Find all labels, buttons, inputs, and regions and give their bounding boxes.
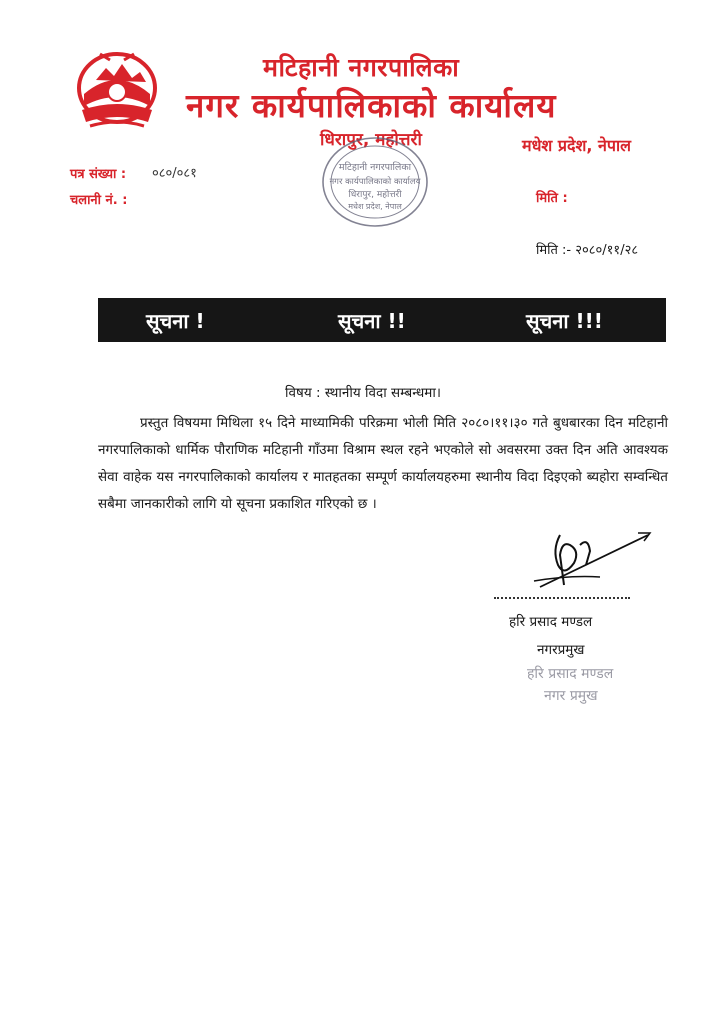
- office-seal-stamp: [318, 130, 432, 230]
- stamp-line1: मटिहानी नगरपालिका: [338, 162, 412, 173]
- name-stamp-title: नगर प्रमुख: [544, 688, 598, 704]
- issue-date: मिति :- २०८०/११/२८: [536, 243, 639, 258]
- dispatch-number-label: चलानी नं. :: [70, 193, 128, 208]
- office-location: धिरापुर, महोत्तरी: [320, 130, 422, 150]
- date-label: मिति :: [536, 191, 568, 206]
- handwritten-signature: [530, 515, 655, 595]
- name-stamp-name: हरि प्रसाद मण्डल: [527, 666, 614, 682]
- signature-line: [494, 597, 630, 599]
- office-name: नगर कार्यपालिकाको कार्यालय: [186, 86, 557, 125]
- stamp-line3: धिरापुर, महोत्तरी: [348, 190, 402, 200]
- notice-word-2: सूचना !!: [338, 309, 406, 333]
- stamp-line4: मधेश प्रदेश, नेपाल: [348, 202, 402, 211]
- notice-word-1: सूचना !: [146, 309, 205, 333]
- province-label: मधेश प्रदेश, नेपाल: [522, 136, 631, 155]
- notice-word-3: सूचना !!!: [526, 309, 603, 333]
- subject-line: विषय : स्थानीय विदा सम्बन्धमा।: [285, 385, 441, 401]
- signatory-name: हरि प्रसाद मण्डल: [509, 614, 593, 630]
- nepal-emblem-icon: [70, 48, 164, 134]
- letter-number-value: ०८०/०८१: [152, 166, 197, 181]
- letter-number-label: पत्र संख्या :: [70, 167, 127, 182]
- org-name: मटिहानी नगरपालिका: [263, 53, 460, 82]
- notice-banner: [98, 298, 666, 342]
- notice-body: प्रस्तुत विषयमा मिथिला १५ दिने माध्यामिकी परिक्रमा भोली मिति २०८०।११।३० गते बुधबारका दिन मटिहानी नगरपालिकाको धार्मिक पौराणिक मटिहानी गाँउमा विश्राम स्थल रहने भएकोले सो अवसरमा उक्त दिन अति आवश्यक सेवा वाहेक यस नगरपालिकाको कार्यालय र मातहतका सम्पूर्ण कार्यालयहरुमा स्थानीय विदा दिइएको ब्यहोरा सम्वन्धित सबैमा जानकारीको लागि यो सूचना प्रकाशित गरिएको छ ।: [98, 415, 668, 512]
- signatory-title: नगरप्रमुख: [537, 642, 585, 658]
- stamp-line2: नगर कार्यपालिकाको कार्यालय: [329, 177, 421, 187]
